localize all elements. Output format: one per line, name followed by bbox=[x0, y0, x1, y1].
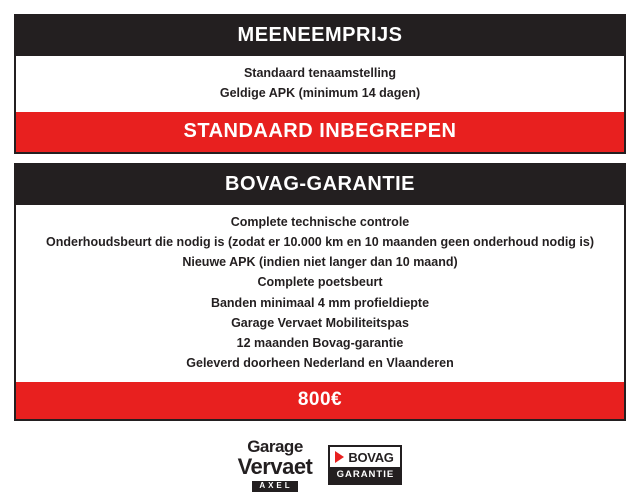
garage-vervaet-logo bbox=[238, 438, 313, 492]
bovag-wordmark: BOVAG bbox=[348, 449, 394, 465]
garage-vervaet-location-row bbox=[252, 481, 297, 492]
list-item: Geldige APK (minimum 14 dagen) bbox=[219, 86, 421, 101]
warranty-panel bbox=[14, 163, 626, 421]
bovag-logo-top bbox=[330, 447, 400, 467]
garage-vervaet-line1: Garage bbox=[247, 436, 303, 456]
list-item: Banden minimaal 4 mm profieldiepte bbox=[210, 295, 430, 310]
takeaway-price-lines bbox=[16, 56, 624, 112]
garage-vervaet-location: AXEL bbox=[252, 481, 297, 492]
list-item: Complete technische controle bbox=[230, 214, 410, 229]
bovag-garantie-logo bbox=[328, 445, 402, 485]
garage-vervaet-line2: Vervaet bbox=[237, 453, 313, 479]
triangle-icon bbox=[335, 451, 344, 463]
list-item: Onderhoudsbeurt die nodig is (zodat er 10.000 km en 10 maanden geen onderhoud nodig is) bbox=[46, 234, 594, 249]
list-item: Nieuwe APK (indien niet langer dan 10 maand) bbox=[182, 255, 458, 269]
section-divider bbox=[14, 154, 626, 163]
takeaway-price-panel bbox=[14, 14, 626, 154]
list-item: 12 maanden Bovag-garantie bbox=[236, 336, 404, 350]
logo-row bbox=[14, 438, 626, 492]
list-item: Geleverd doorheen Nederland en Vlaanderen bbox=[186, 356, 454, 371]
list-item: Standaard tenaamstelling bbox=[243, 66, 397, 80]
warranty-lines bbox=[16, 205, 624, 382]
list-item: Garage Vervaet Mobiliteitspas bbox=[231, 315, 409, 330]
price-badge: 800€ bbox=[16, 382, 624, 419]
takeaway-price-heading: MEENEEMPRIJS bbox=[16, 16, 624, 56]
list-item: Complete poetsbeurt bbox=[257, 275, 383, 290]
bovag-garantie-label: GARANTIE bbox=[330, 467, 400, 483]
standard-included-bar: STANDAARD INBEGREPEN bbox=[16, 112, 624, 152]
warranty-heading: BOVAG-GARANTIE bbox=[16, 165, 624, 205]
